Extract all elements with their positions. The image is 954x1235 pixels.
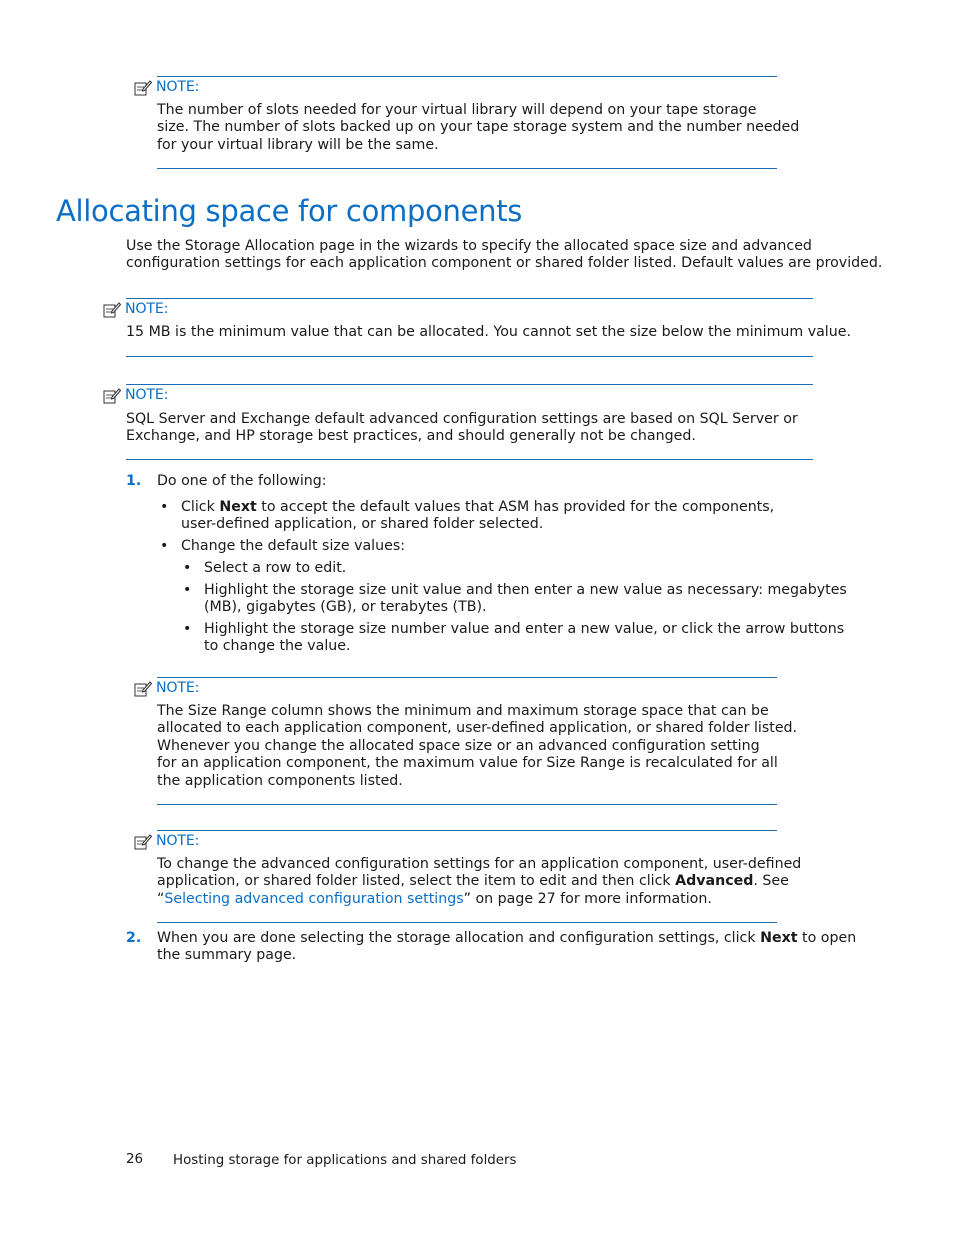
section-intro: Use the Storage Allocation page in the wizards to specify the allocated space size and advanced configuration settings for each application component or shared folder listed. Default values are provided.: [126, 238, 883, 272]
note-label: NOTE:: [156, 680, 200, 696]
note-bottom-rule: [157, 804, 777, 805]
note-pencil-icon: [103, 302, 121, 318]
section-title: Allocating space for components: [56, 194, 523, 228]
next-term: Next: [760, 930, 798, 946]
page-number: 26: [126, 1152, 144, 1167]
next-term: Next: [219, 499, 257, 515]
step-text: Do one of the following:: [157, 473, 327, 489]
bullet-item: Change the default size values:: [181, 538, 405, 554]
sub-bullet-marker: •: [183, 582, 192, 598]
note-label: NOTE:: [125, 301, 169, 317]
cross-reference-link[interactable]: Selecting advanced configuration settings: [164, 890, 464, 907]
note-bottom-rule: [157, 168, 777, 169]
note-top-rule: [157, 677, 777, 678]
sub-bullet-marker: •: [183, 621, 192, 637]
note-top-rule: [126, 384, 813, 385]
note-header: [103, 301, 168, 318]
note-text: The number of slots needed for your virtual library will depend on your tape storage size. The number of slots backed up on your tape storage system and the number needed for your virtual library will be the same.: [157, 102, 800, 153]
bullet-marker: •: [160, 499, 169, 515]
note-label: NOTE:: [156, 833, 200, 849]
step-text: When you are done selecting the storage allocation and configuration settings, click Next to open the summary page.: [157, 930, 857, 964]
bullet-marker: •: [160, 538, 169, 554]
sub-bullet-item: Highlight the storage size number value and enter a new value, or click the arrow buttons to change the value.: [204, 621, 845, 655]
note-top-rule: [126, 298, 813, 299]
sub-bullet-marker: •: [183, 560, 192, 576]
step-number: 2.: [126, 930, 142, 946]
note-label: NOTE:: [156, 79, 200, 95]
note-header: [134, 79, 199, 96]
note-bottom-rule: [126, 459, 813, 460]
advanced-term: Advanced: [675, 873, 754, 890]
note-top-rule: [157, 76, 777, 77]
note-pencil-icon: [134, 80, 152, 96]
note-text: SQL Server and Exchange default advanced configuration settings are based on SQL Server or Exchange, and HP storage best practices, and should generally not be changed.: [126, 411, 798, 445]
note-text: The Size Range column shows the minimum and maximum storage space that can be allocated to each application component, user-defined application, or shared folder listed. Whenever you change the allocated space size or an advanced configuration setting for an application component, the maximum value for Size Range is recalculated for all the application components listed.: [157, 703, 798, 789]
running-footer: Hosting storage for applications and shared folders: [173, 1153, 517, 1168]
note-header: [134, 833, 199, 850]
note-pencil-icon: [134, 834, 152, 850]
note-header: [134, 680, 199, 697]
sub-bullet-item: Highlight the storage size unit value and then enter a new value as necessary: megabytes (MB), gigabytes (GB), or terabytes (TB).: [204, 582, 847, 616]
note-text: To change the advanced configuration settings for an application component, user-defined application, or shared folder listed, select the item to edit and then click Advanced. See “Selecting advanced configuration settings” on page 27 for more information.: [157, 856, 802, 907]
sub-bullet-item: Select a row to edit.: [204, 560, 347, 576]
note-pencil-icon: [103, 388, 121, 404]
note-pencil-icon: [134, 681, 152, 697]
note-bottom-rule: [126, 356, 813, 357]
note-bottom-rule: [157, 922, 777, 923]
note-label: NOTE:: [125, 387, 169, 403]
note-header: [103, 387, 168, 404]
note-top-rule: [157, 830, 777, 831]
step-number: 1.: [126, 473, 142, 489]
bullet-item: Click Next to accept the default values that ASM has provided for the components, user-defined application, or shared folder selected.: [181, 499, 775, 533]
note-text: 15 MB is the minimum value that can be allocated. You cannot set the size below the minimum value.: [126, 324, 851, 340]
